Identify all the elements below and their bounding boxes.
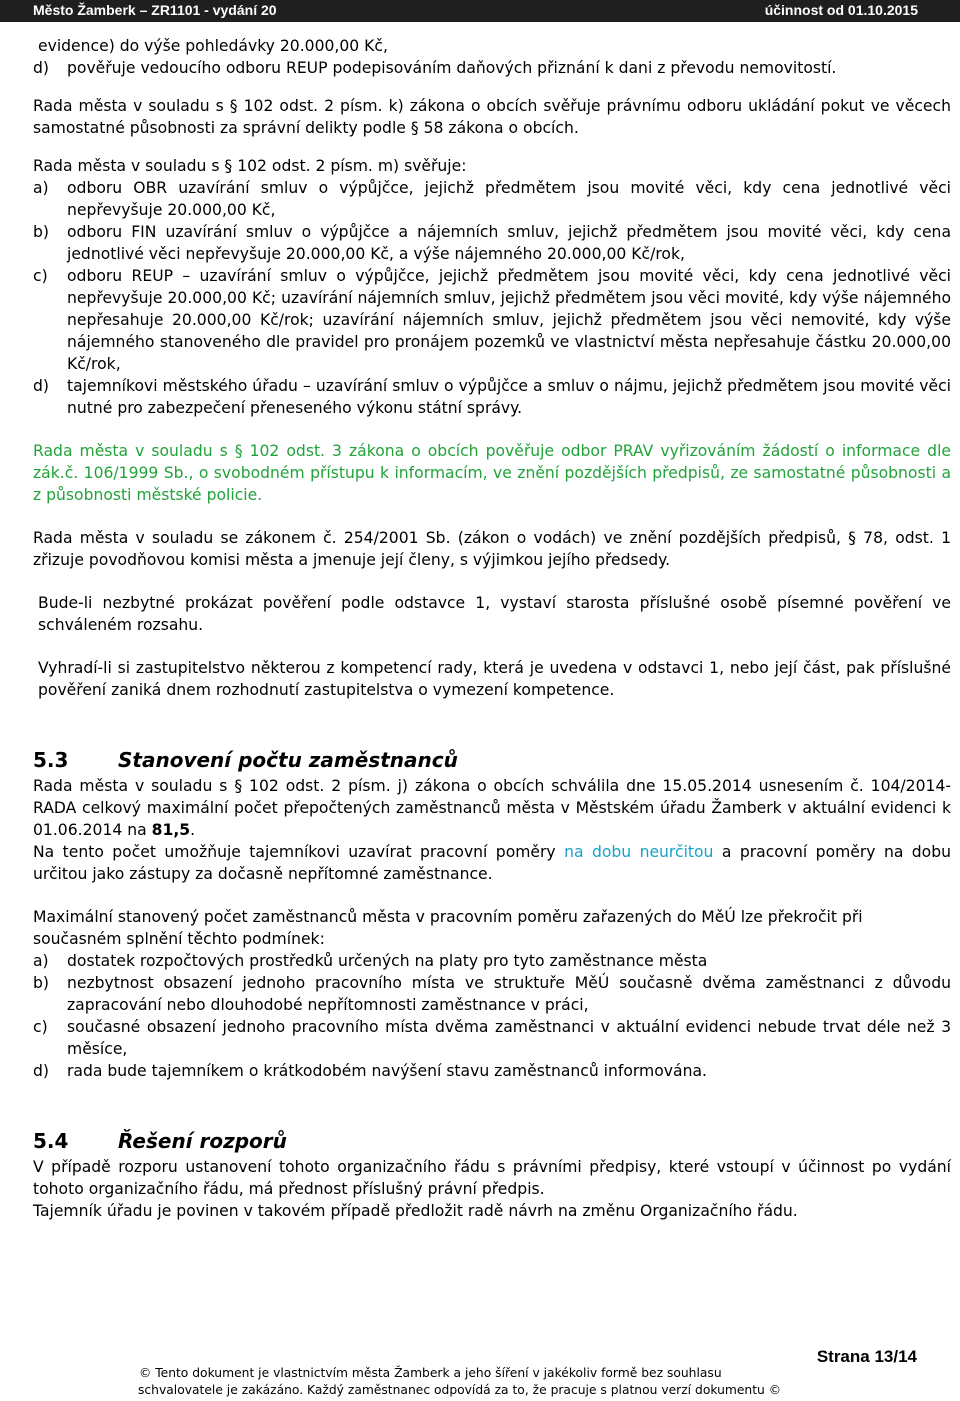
header-effective-date: účinnost od 01.10.2015	[764, 2, 918, 18]
list-item-label: a)	[33, 179, 49, 197]
list-item	[33, 375, 951, 419]
list-item	[33, 1060, 951, 1082]
section-number: 5.3	[33, 748, 69, 772]
page-header	[0, 0, 960, 22]
list-item-label: d)	[33, 1062, 49, 1080]
section-heading	[33, 1126, 951, 1156]
document-body	[33, 35, 951, 1222]
copyright-line: © Tento dokument je vlastnictvím města Žamberk a jeho šíření v jakékoliv formě bez souhlasu	[139, 1366, 722, 1380]
list-item-text: rada bude tajemníkem o krátkodobém navýšení stavu zaměstnanců informována.	[67, 1062, 707, 1080]
list-item-label: a)	[33, 952, 49, 970]
section-heading	[33, 745, 951, 775]
list-item	[33, 221, 951, 265]
section-title: Řešení rozporů	[118, 1129, 287, 1153]
list-item	[33, 177, 951, 221]
section-number: 5.4	[33, 1129, 69, 1153]
list-item-label: c)	[33, 1018, 48, 1036]
section-title: Stanovení počtu zaměstnanců	[118, 748, 458, 772]
list-item	[33, 57, 951, 79]
employee-count-value: 81,5	[151, 821, 191, 839]
paragraph-reservation: Vyhradí-li si zastupitelstvo některou z kompetencí rady, která je uvedena v odstavci 1, nebo její část, pak příslušné pověření zaniká dnem rozhodnutí zastupitelstva o vymezení kompetence.	[38, 659, 951, 699]
list-item-text: nezbytnost obsazení jednoho pracovního místa ve struktuře MěÚ současně dvěma zaměstnanci z důvodu zapracování nebo dlouhodobé nepřítomnosti zaměstnance v práci,	[67, 974, 951, 1014]
paragraph-contracts-intro: Rada města v souladu s § 102 odst. 2 písm. m) svěřuje:	[33, 157, 467, 175]
paragraph-conflicts: V případě rozporu ustanovení tohoto organizačního řádu s právními předpisy, které vstoupí v účinnost po vydání tohoto organizačního řádu, má přednost příslušný právní předpis.	[33, 1158, 951, 1198]
list-item-text: odboru OBR uzavírání smluv o výpůjčce, jejichž předmětem jsou movité věci, kdy cena jednotlivé věci nepřevyšuje 20.000,00 Kč,	[67, 179, 951, 219]
paragraph-authorization: Bude-li nezbytné prokázat pověření podle odstavce 1, vystaví starosta příslušné osobě písemné pověření ve schváleném rozsahu.	[38, 594, 951, 634]
list-item	[33, 950, 951, 972]
paragraph-fines: Rada města v souladu s § 102 odst. 2 písm. k) zákona o obcích svěřuje právnímu odboru ukládání pokut ve věcech samostatné působnosti za správní delikty podle § 58 zákona o obcích.	[33, 97, 951, 137]
continuation-line: evidence) do výše pohledávky 20.000,00 Kč,	[38, 37, 388, 55]
header-document-title: Město Žamberk – ZR1101 - vydání 20	[33, 2, 277, 18]
copyright-notice	[139, 1365, 839, 1399]
list-item-text: dostatek rozpočtových prostředků určených na platy pro tyto zaměstnance města	[67, 952, 708, 970]
list-item-label: b)	[33, 223, 49, 241]
copyright-line: schvalovatele je zakázáno. Každý zaměstnanec odpovídá za to, že pracuje s platnou verzí dokumentu ©	[138, 1383, 782, 1397]
list-item-label: d)	[33, 377, 49, 395]
list-item-text: tajemníkovi městského úřadu – uzavírání smluv o výpůjčce a smluv o nájmu, jejichž předmětem jsou movité věci nutné pro zabezpečení přeneseného výkonu státní správy.	[67, 377, 951, 417]
list-item-text: pověřuje vedoucího odboru REUP podepisováním daňových přiznání k dani z převodu nemovitostí.	[67, 59, 837, 77]
paragraph-conditions-intro: Maximální stanovený počet zaměstnanců města v pracovním poměru zařazených do MěÚ lze překročit při současném splnění těchto podmínek:	[33, 908, 863, 948]
paragraph-employee-count: Rada města v souladu s § 102 odst. 2 písm. j) zákona o obcích schválila dne 15.05.2014 usnesením č. 104/2014-RADA celkový maximální počet přepočtených zaměstnanců města v Městském úřadu Žamberk v aktuální evidenci k 01.06.2014 na 81,5.	[33, 777, 951, 839]
paragraph-information-requests: Rada města v souladu s § 102 odst. 3 zákona o obcích pověřuje odbor PRAV vyřizováním žádostí o informace dle zák.č. 106/1999 Sb., o svobodném přístupu k informacím, ve znění pozdějších předpisů, ze samostatné působnosti a z působnosti městské policie.	[33, 442, 951, 504]
paragraph-secretary-duty: Tajemník úřadu je povinen v takovém případě předložit radě návrh na změnu Organizačního řádu.	[33, 1202, 798, 1220]
list-item-text: odboru FIN uzavírání smluv o výpůjčce a nájemních smluv, jejichž předmětem jsou movité věci, kdy cena jednotlivé věci nepřevyšuje 20.000,00 Kč, a výše nájemného 20.000,00 Kč/rok,	[67, 223, 951, 263]
page-number: Strana 13/14	[816, 1347, 917, 1366]
list-item-text: současné obsazení jednoho pracovního místa dvěma zaměstnanci v aktuální evidenci nebude trvat déle než 3 měsíce,	[67, 1018, 951, 1058]
list-item-label: c)	[33, 267, 48, 285]
list-item-label: b)	[33, 974, 49, 992]
list-item	[33, 1016, 951, 1060]
list-item	[33, 265, 951, 375]
paragraph-flood-commission: Rada města v souladu se zákonem č. 254/2001 Sb. (zákon o vodách) ve znění pozdějších předpisů, § 78, odst. 1 zřizuje povodňovou komisi města a jmenuje její členy, s výjimkou jejího předsedy.	[33, 529, 951, 569]
highlighted-text: na dobu neurčitou	[564, 843, 714, 861]
paragraph-employment-contracts: Na tento počet umožňuje tajemníkovi uzavírat pracovní poměry na dobu neurčitou a pracovní poměry na dobu určitou jako zástupy za dočasně nepřítomné zaměstnance.	[33, 843, 952, 883]
list-item-label: d)	[33, 59, 49, 77]
list-item	[33, 972, 951, 1016]
list-item-text: odboru REUP – uzavírání smluv o výpůjčce, jejichž předmětem jsou movité věci, kdy cena jednotlivé věci nepřevyšuje 20.000,00 Kč; uzavírání nájemních smluv, jejichž předmětem jsou věci movité, kdy výše nájemného nepřesahuje 20.000,00 Kč/rok; uzavírání nájemních smluv, jejichž předmětem jsou věci nemovité, kdy výše nájemného stanoveného dle pravidel pro pronájem pozemků ve vlastnictví města nepřesahuje částku 20.000,00 Kč/rok,	[67, 267, 951, 373]
